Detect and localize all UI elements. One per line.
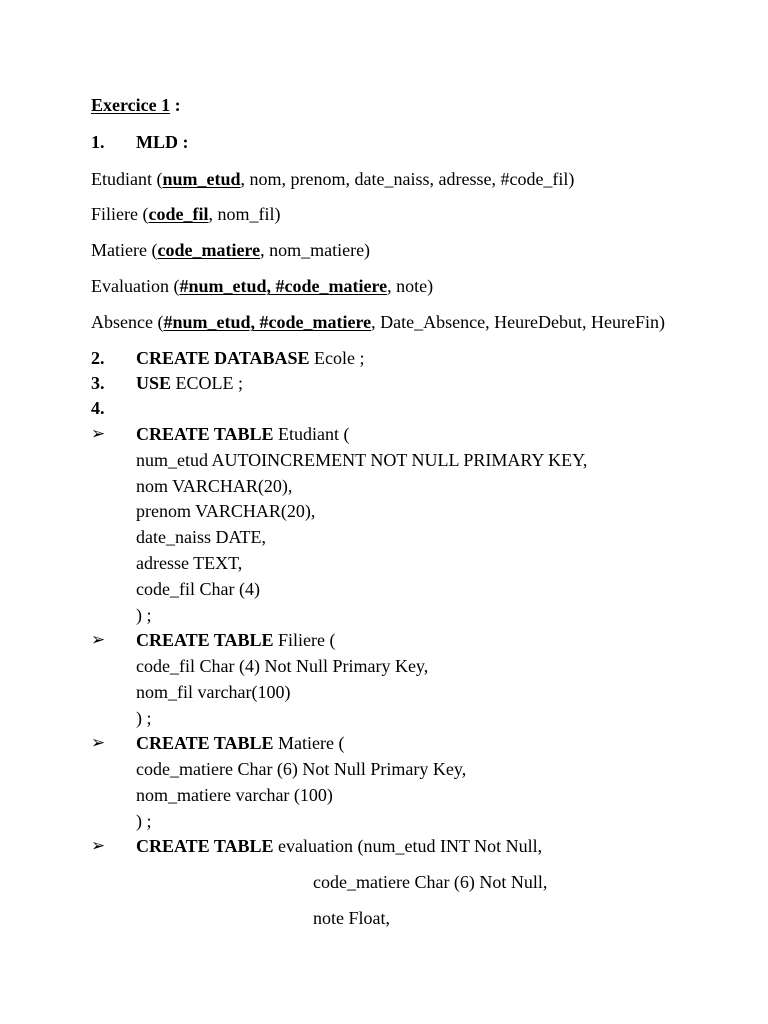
sql-line: nom_fil varchar(100) — [136, 682, 291, 702]
step-create-database — [136, 347, 365, 369]
relation-name: Absence ( — [91, 312, 164, 332]
sql-keyword: USE — [136, 373, 172, 393]
exercise-heading — [91, 94, 181, 116]
step-number: 2. — [91, 348, 105, 368]
relation-key: num_etud — [162, 169, 241, 189]
sql-line: code_matiere Char (6) Not Null Primary Key, — [136, 759, 467, 779]
relation-attributes: , nom_fil) — [208, 204, 281, 224]
sql-text: Filiere ( — [273, 630, 336, 650]
relation-name: Etudiant ( — [91, 169, 163, 189]
sql-line: adresse TEXT, — [136, 553, 243, 573]
step-use — [136, 372, 243, 394]
sql-line: nom_matiere varchar (100) — [136, 785, 333, 805]
sql-line: note Float, — [313, 908, 390, 928]
sql-line: ) ; — [136, 605, 152, 625]
sql-keyword: CREATE TABLE — [136, 424, 274, 444]
create-table-matiere — [136, 732, 345, 754]
arrow-bullet-icon: ➢ — [91, 424, 106, 443]
sql-line: date_naiss DATE, — [136, 527, 266, 547]
sql-text: ECOLE ; — [171, 373, 244, 393]
sql-line: code_matiere Char (6) Not Null, — [313, 872, 548, 892]
mld-label: MLD : — [136, 132, 189, 152]
sql-keyword: CREATE TABLE — [136, 836, 274, 856]
sql-line: num_etud AUTOINCREMENT NOT NULL PRIMARY KEY, — [136, 450, 588, 470]
sql-line: code_fil Char (4) — [136, 579, 260, 599]
mld-number: 1. — [91, 132, 105, 152]
create-table-etudiant — [136, 423, 350, 445]
relation-key: #num_etud, #code_matiere — [163, 312, 372, 332]
sql-keyword: CREATE TABLE — [136, 733, 274, 753]
relation-attributes: , note) — [387, 276, 434, 296]
relation-absence — [91, 311, 665, 333]
sql-line: nom VARCHAR(20), — [136, 476, 293, 496]
arrow-bullet-icon: ➢ — [91, 630, 106, 649]
relation-name: Evaluation ( — [91, 276, 180, 296]
create-table-filiere — [136, 629, 336, 651]
relation-etudiant — [91, 168, 574, 190]
relation-key: #num_etud, #code_matiere — [179, 276, 388, 296]
sql-line: code_fil Char (4) Not Null Primary Key, — [136, 656, 429, 676]
sql-line: ) ; — [136, 708, 152, 728]
relation-name: Matiere ( — [91, 240, 158, 260]
relation-attributes: , nom, prenom, date_naiss, adresse, #code_fil) — [240, 169, 575, 189]
sql-text: Etudiant ( — [273, 424, 350, 444]
relation-name: Filiere ( — [91, 204, 149, 224]
relation-matiere — [91, 239, 370, 261]
relation-filiere — [91, 203, 280, 225]
relation-evaluation — [91, 275, 433, 297]
relation-key: code_fil — [148, 204, 209, 224]
sql-text: Ecole ; — [309, 348, 365, 368]
relation-attributes: , Date_Absence, HeureDebut, HeureFin) — [371, 312, 666, 332]
relation-attributes: , nom_matiere) — [260, 240, 371, 260]
sql-keyword: CREATE TABLE — [136, 630, 274, 650]
arrow-bullet-icon: ➢ — [91, 733, 106, 752]
arrow-bullet-icon: ➢ — [91, 836, 106, 855]
step-number: 4. — [91, 398, 105, 418]
exercise-title: Exercice 1 — [91, 95, 171, 115]
sql-text: evaluation (num_etud INT Not Null, — [273, 836, 543, 856]
relation-key: code_matiere — [157, 240, 261, 260]
step-number: 3. — [91, 373, 105, 393]
sql-keyword: CREATE DATABASE — [136, 348, 310, 368]
sql-line: ) ; — [136, 811, 152, 831]
exercise-colon: : — [170, 95, 181, 115]
sql-text: Matiere ( — [273, 733, 345, 753]
sql-line: prenom VARCHAR(20), — [136, 501, 316, 521]
create-table-evaluation — [136, 835, 542, 857]
